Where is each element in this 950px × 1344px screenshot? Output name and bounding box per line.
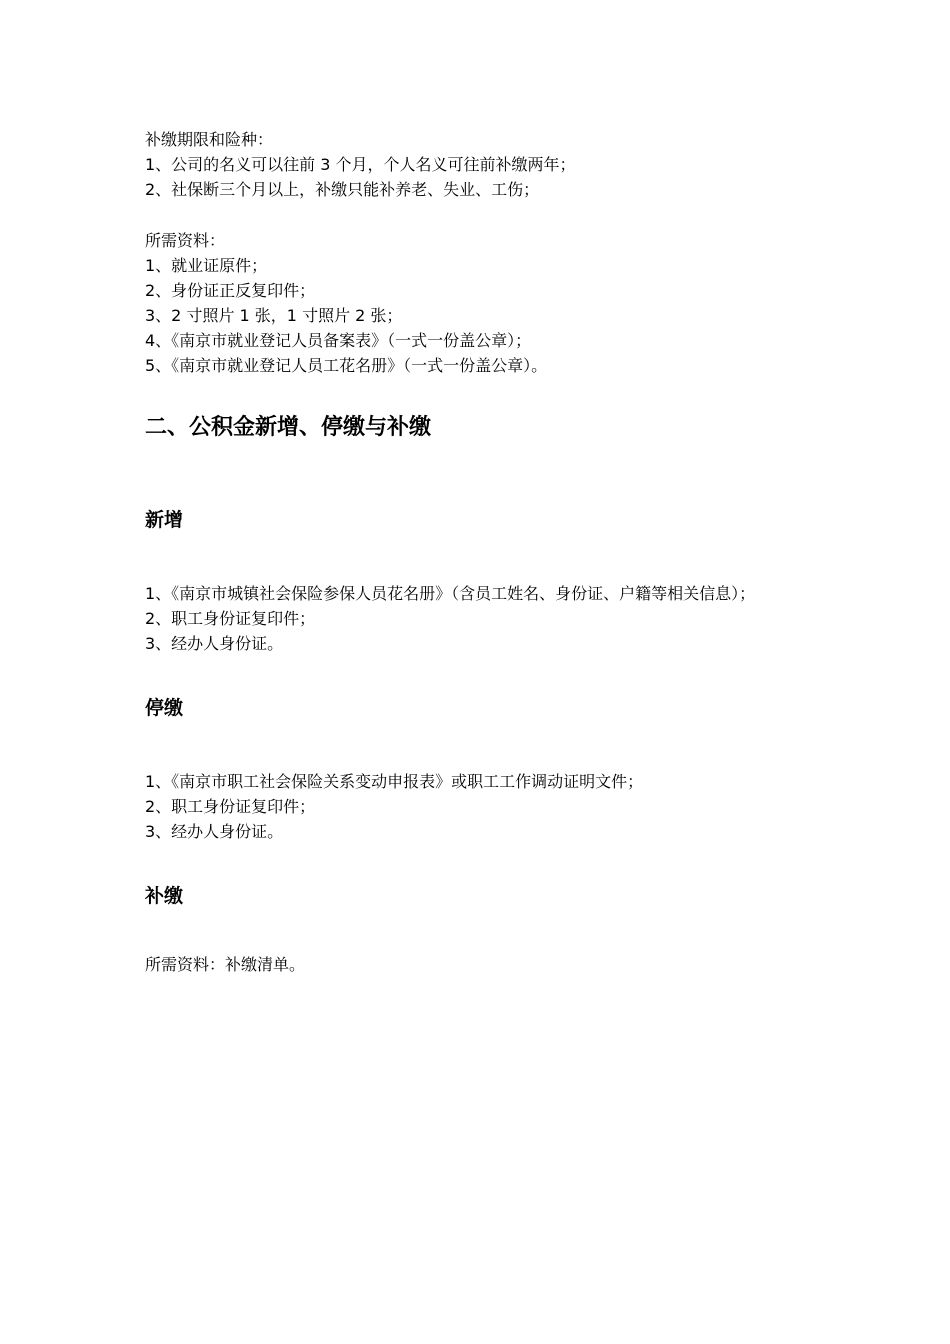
add-item-1: 1、《南京市城镇社会保险参保人员花名册》（含员工姓名、身份证、户籍等相关信息）； [145,584,756,603]
heading-add: 新增 [145,509,184,531]
repay-text: 所需资料：补缴清单。 [145,955,306,974]
spacer [145,722,815,769]
materials-item-5: 5、《南京市就业登记人员工花名册》（一式一份盖公章）。 [145,356,548,375]
spacer [145,378,815,413]
document-body [145,127,815,977]
spacer [145,534,815,581]
spacer [145,910,815,952]
stop-item-1: 1、《南京市职工社会保险关系变动申报表》或职工工作调动证明文件； [145,772,644,791]
materials-item-3: 3、2 寸照片 1 张，1 寸照片 2 张； [145,306,403,325]
heading-repay: 补缴 [145,885,184,907]
add-item-2: 2、职工身份证复印件； [145,609,316,628]
stop-item-3: 3、经办人身份证。 [145,822,284,841]
period-heading: 补缴期限和险种： [145,130,274,149]
materials-heading: 所需资料： [145,231,226,250]
period-item-2: 2、社保断三个月以上，补缴只能补养老、失业、工伤； [145,180,540,199]
section-title-fund: 二、公积金新增、停缴与补缴 [145,415,432,440]
spacer [145,844,815,882]
spacer [145,202,815,228]
heading-stop: 停缴 [145,697,184,719]
materials-item-4: 4、《南京市就业登记人员备案表》（一式一份盖公章）； [145,331,532,350]
materials-item-1: 1、就业证原件； [145,256,268,275]
materials-item-2: 2、身份证正反复印件； [145,281,316,300]
spacer [145,443,815,506]
period-item-1: 1、公司的名义可以往前 3 个月，个人名义可往前补缴两年； [145,155,576,174]
stop-item-2: 2、职工身份证复印件； [145,797,316,816]
spacer [145,656,815,694]
add-item-3: 3、经办人身份证。 [145,634,284,653]
